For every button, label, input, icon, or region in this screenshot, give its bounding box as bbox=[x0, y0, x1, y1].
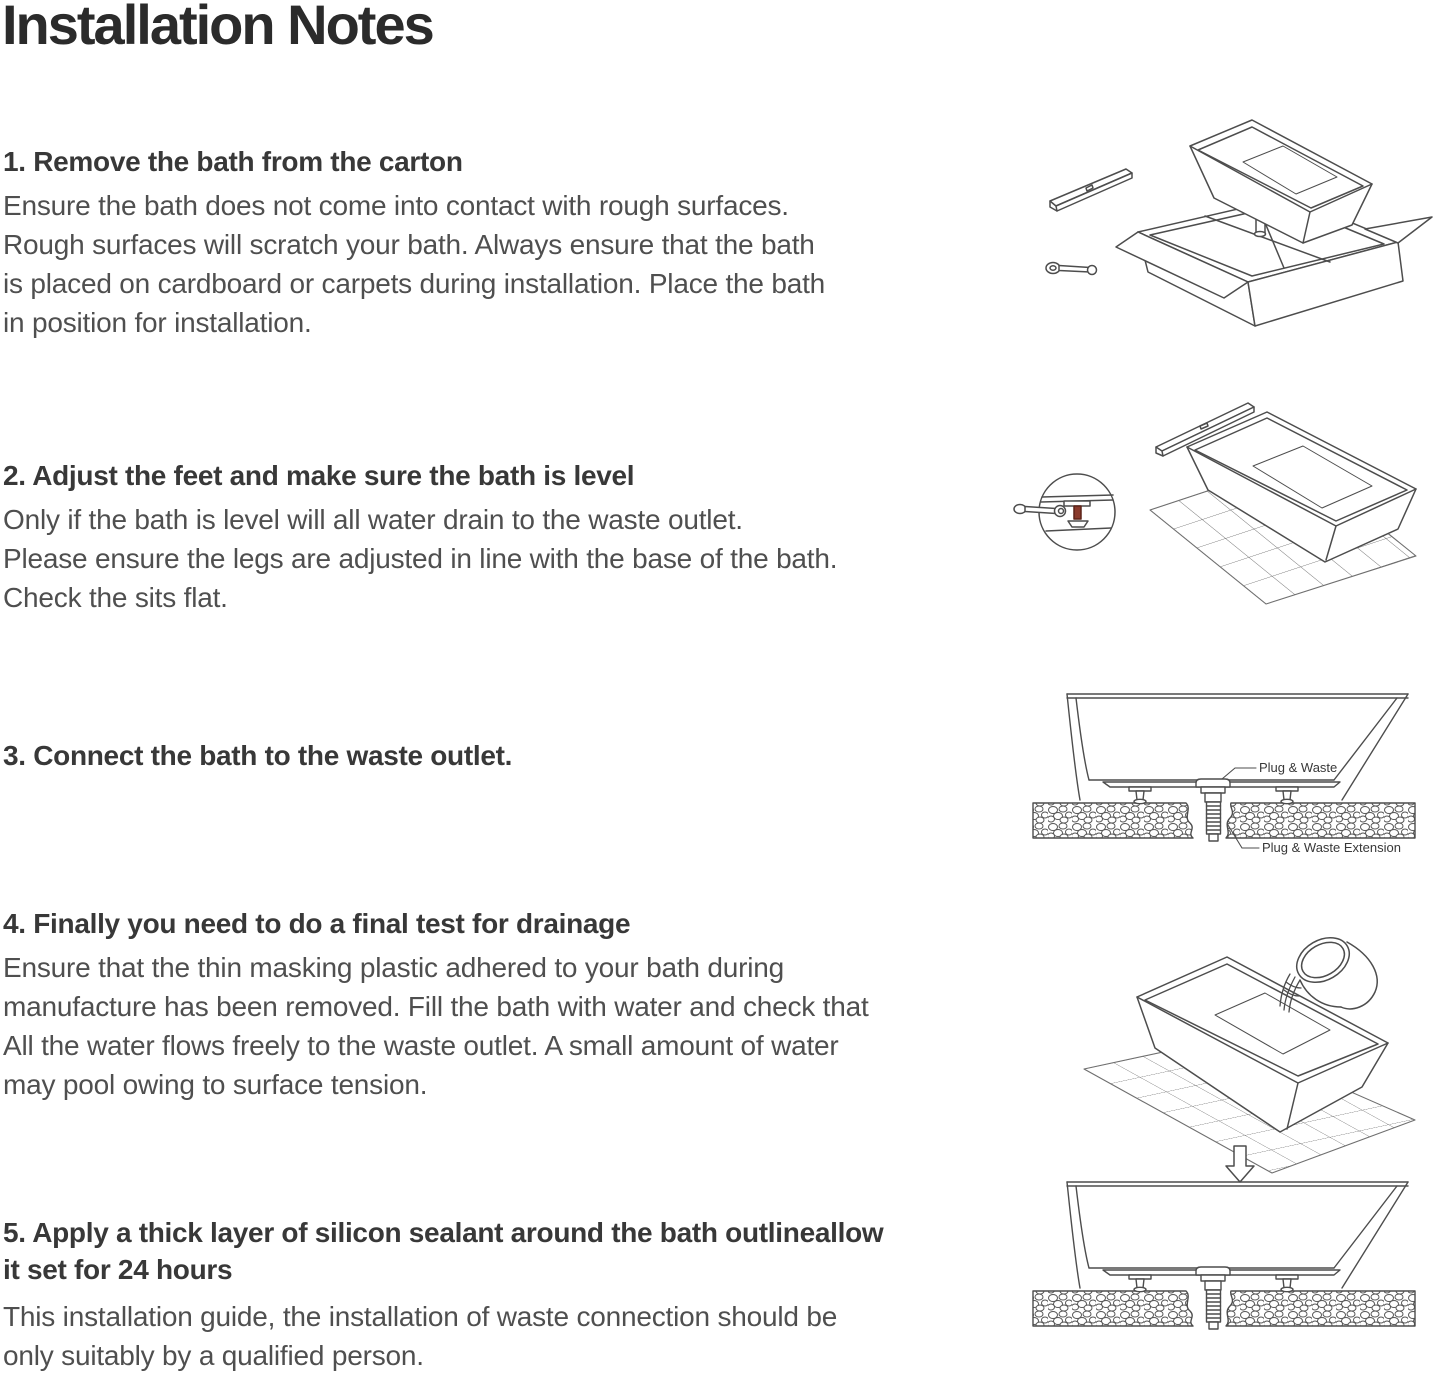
bath-foot bbox=[1129, 1275, 1151, 1292]
section-4 bbox=[3, 905, 869, 1104]
bathtub-side-drawing bbox=[1067, 694, 1408, 800]
section-2-heading: 2. Adjust the feet and make sure the bath is level bbox=[3, 460, 635, 491]
wrench-icon bbox=[1046, 263, 1097, 275]
section-4-body-line: All the water flows freely to the waste outlet. A small amount of water bbox=[3, 1030, 839, 1061]
floor-slab-right bbox=[1226, 803, 1415, 838]
section-4-heading: 4. Finally you need to do a final test for drainage bbox=[3, 908, 631, 939]
page-title: Installation Notes bbox=[2, 0, 433, 56]
section-5 bbox=[3, 1214, 883, 1375]
section-4-body-line: may pool owing to surface tension. bbox=[3, 1069, 428, 1100]
section-2-body-line: Only if the bath is level will all water drain to the waste outlet. bbox=[3, 504, 743, 535]
section-5-heading: 5. Apply a thick layer of silicon sealant around the bath outlineallow bbox=[3, 1217, 884, 1248]
section-1-body bbox=[3, 186, 825, 342]
section-5-body-line: only suitably by a qualified person. bbox=[3, 1340, 424, 1371]
section-3 bbox=[3, 737, 512, 774]
figure-waste-connection bbox=[1000, 670, 1437, 880]
figure-sealant bbox=[1000, 1170, 1437, 1375]
floor-slab-left bbox=[1033, 1291, 1193, 1326]
section-2-body bbox=[3, 500, 837, 617]
section-5-heading-line2: it set for 24 hours bbox=[3, 1254, 233, 1285]
section-3-heading: 3. Connect the bath to the waste outlet. bbox=[3, 740, 513, 771]
floor-slab-right bbox=[1226, 1291, 1415, 1326]
section-4-body bbox=[3, 948, 869, 1104]
level-bar-drawing bbox=[1050, 169, 1132, 211]
figure-leveling bbox=[1000, 390, 1437, 620]
foot-adjustment-inset bbox=[1014, 474, 1115, 550]
foot-thread-red bbox=[1074, 506, 1081, 519]
section-1-body-line: Ensure the bath does not come into contact with rough surfaces. bbox=[3, 190, 789, 221]
section-1-body-line: in position for installation. bbox=[3, 307, 312, 338]
section-1-body-line: is placed on cardboard or carpets during installation. Place the bath bbox=[3, 268, 826, 299]
leader-line-plug-waste bbox=[1222, 768, 1256, 779]
bath-foot bbox=[1276, 1275, 1298, 1292]
section-2-body-line: Check the sits flat. bbox=[3, 582, 228, 613]
bathtub-side-drawing bbox=[1067, 1182, 1408, 1288]
section-4-body-line: Ensure that the thin masking plastic adhered to your bath during bbox=[3, 952, 785, 983]
bath-foot bbox=[1129, 787, 1151, 804]
plug-waste-extension-label: Plug & Waste Extension bbox=[1262, 840, 1401, 855]
figure-drain-test bbox=[1000, 920, 1437, 1200]
section-1 bbox=[3, 143, 825, 342]
floor-slab-left bbox=[1033, 803, 1193, 838]
plug-waste-assembly bbox=[1196, 1267, 1230, 1329]
section-5-body bbox=[3, 1297, 883, 1375]
plug-waste-label: Plug & Waste bbox=[1259, 760, 1338, 775]
plug-waste-assembly bbox=[1196, 779, 1230, 841]
figure-unboxing bbox=[1000, 100, 1437, 350]
section-5-body-line: This installation guide, the installation of waste connection should be bbox=[3, 1301, 838, 1332]
bath-foot bbox=[1276, 787, 1298, 804]
section-1-body-line: Rough surfaces will scratch your bath. Always ensure that the bath bbox=[3, 229, 815, 260]
section-2 bbox=[3, 457, 837, 617]
section-4-body-line: manufacture has been removed. Fill the bath with water and check that bbox=[3, 991, 869, 1022]
section-2-body-line: Please ensure the legs are adjusted in line with the base of the bath. bbox=[3, 543, 838, 574]
section-1-heading: 1. Remove the bath from the carton bbox=[3, 146, 463, 177]
